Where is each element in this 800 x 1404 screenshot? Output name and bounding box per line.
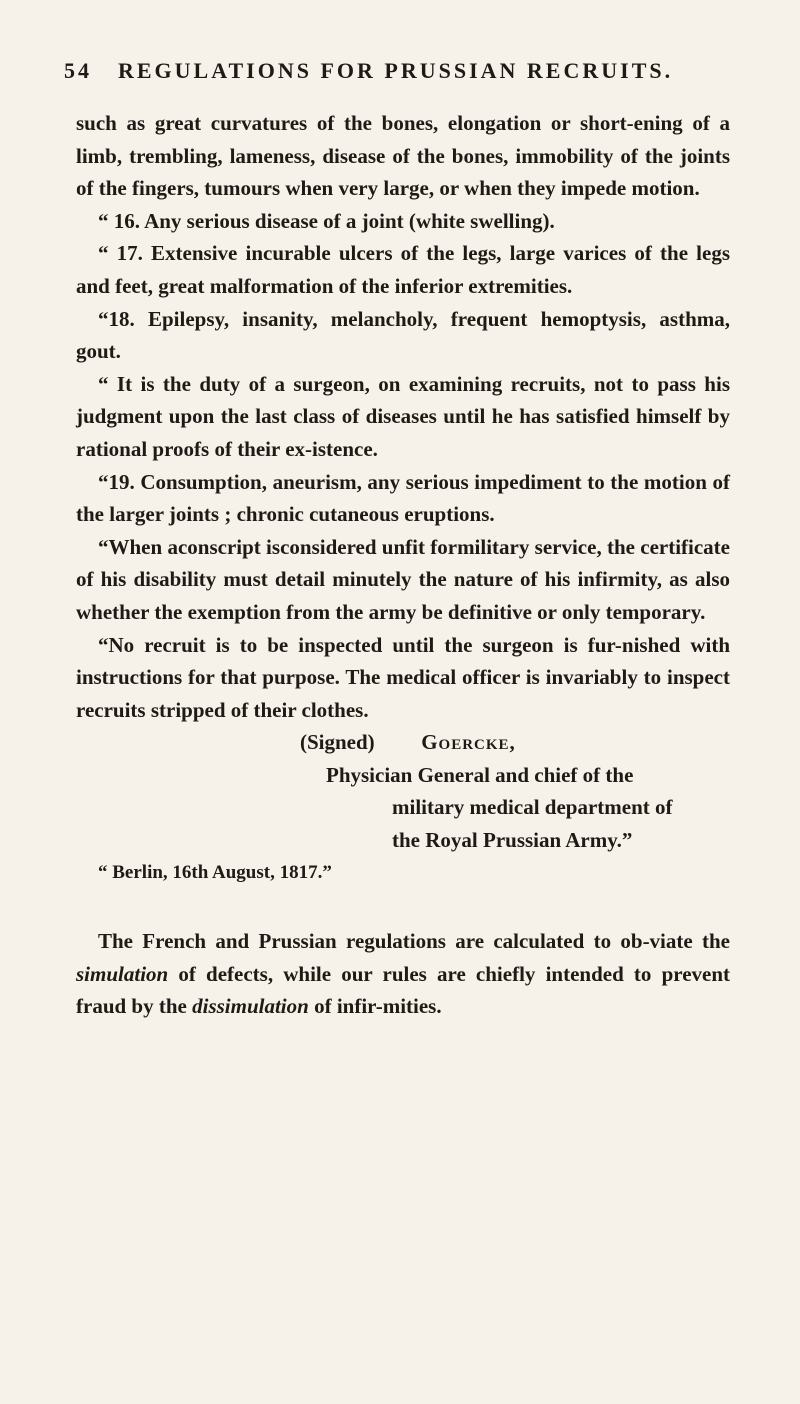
closing-text-2: of defects, while our rules are chiefly intended to prevent fraud by the bbox=[76, 961, 731, 1019]
closing-emphasis-simulation: simulation bbox=[76, 961, 169, 986]
signatory-title-line-3: the Royal Prussian Army.” bbox=[392, 828, 633, 853]
paragraph-surgeon-duty: “ It is the duty of a surgeon, on examining recruits, not to pass his judgment upon the last class of diseases until he has satisfied himself by rational proofs of their ex-istence. bbox=[76, 371, 730, 461]
paragraph-unfit-conscript: “When aconscript isconsidered unfit formilitary service, the certificate of his disability must detail minutely the nature of his infirmity, as also whether the exemption from the army be definitive or only temporary. bbox=[76, 534, 730, 624]
running-title: REGULATIONS FOR PRUSSIAN RECRUITS. bbox=[118, 58, 674, 83]
paragraph-item-18: “18. Epilepsy, insanity, melancholy, frequent hemoptysis, asthma, gout. bbox=[76, 306, 730, 364]
page-body bbox=[76, 107, 730, 1023]
closing-paragraph bbox=[76, 925, 730, 1023]
signatory-title-line-1: Physician General and chief of the bbox=[326, 762, 634, 787]
paragraph-inspection: “No recruit is to be inspected until the surgeon is fur-nished with instructions for that purpose. The medical officer is invariably to inspect recruits stripped of their clothes. bbox=[76, 632, 730, 722]
closing-emphasis-dissimulation: dissimulation bbox=[192, 994, 309, 1019]
signature-block bbox=[300, 726, 730, 856]
page-number: 54 bbox=[64, 58, 92, 83]
closing-text-1: The French and Prussian regulations are calculated to ob-viate the bbox=[98, 929, 730, 954]
closing-text-3: of infir-mities. bbox=[314, 994, 442, 1019]
signed-label: (Signed) bbox=[300, 730, 375, 755]
paragraph-continued: such as great curvatures of the bones, elongation or short-ening of a limb, trembling, lameness, disease of the bones, immobility of the joints of the fingers, tumours when very large, or when they impede motion. bbox=[76, 111, 730, 201]
signatory-name: Goercke, bbox=[421, 730, 516, 755]
paragraph-item-19: “19. Consumption, aneurism, any serious impediment to the motion of the larger joints ; chronic cutaneous eruptions. bbox=[76, 469, 730, 527]
page-header bbox=[64, 58, 673, 84]
paragraph-item-16: “ 16. Any serious disease of a joint (white swelling). bbox=[98, 208, 555, 233]
paragraph-item-17: “ 17. Extensive incurable ulcers of the legs, large varices of the legs and feet, great malformation of the inferior extremities. bbox=[76, 241, 730, 298]
dateline: “ Berlin, 16th August, 1817.” bbox=[98, 861, 332, 883]
signatory-title-line-2: military medical department of bbox=[392, 795, 673, 820]
